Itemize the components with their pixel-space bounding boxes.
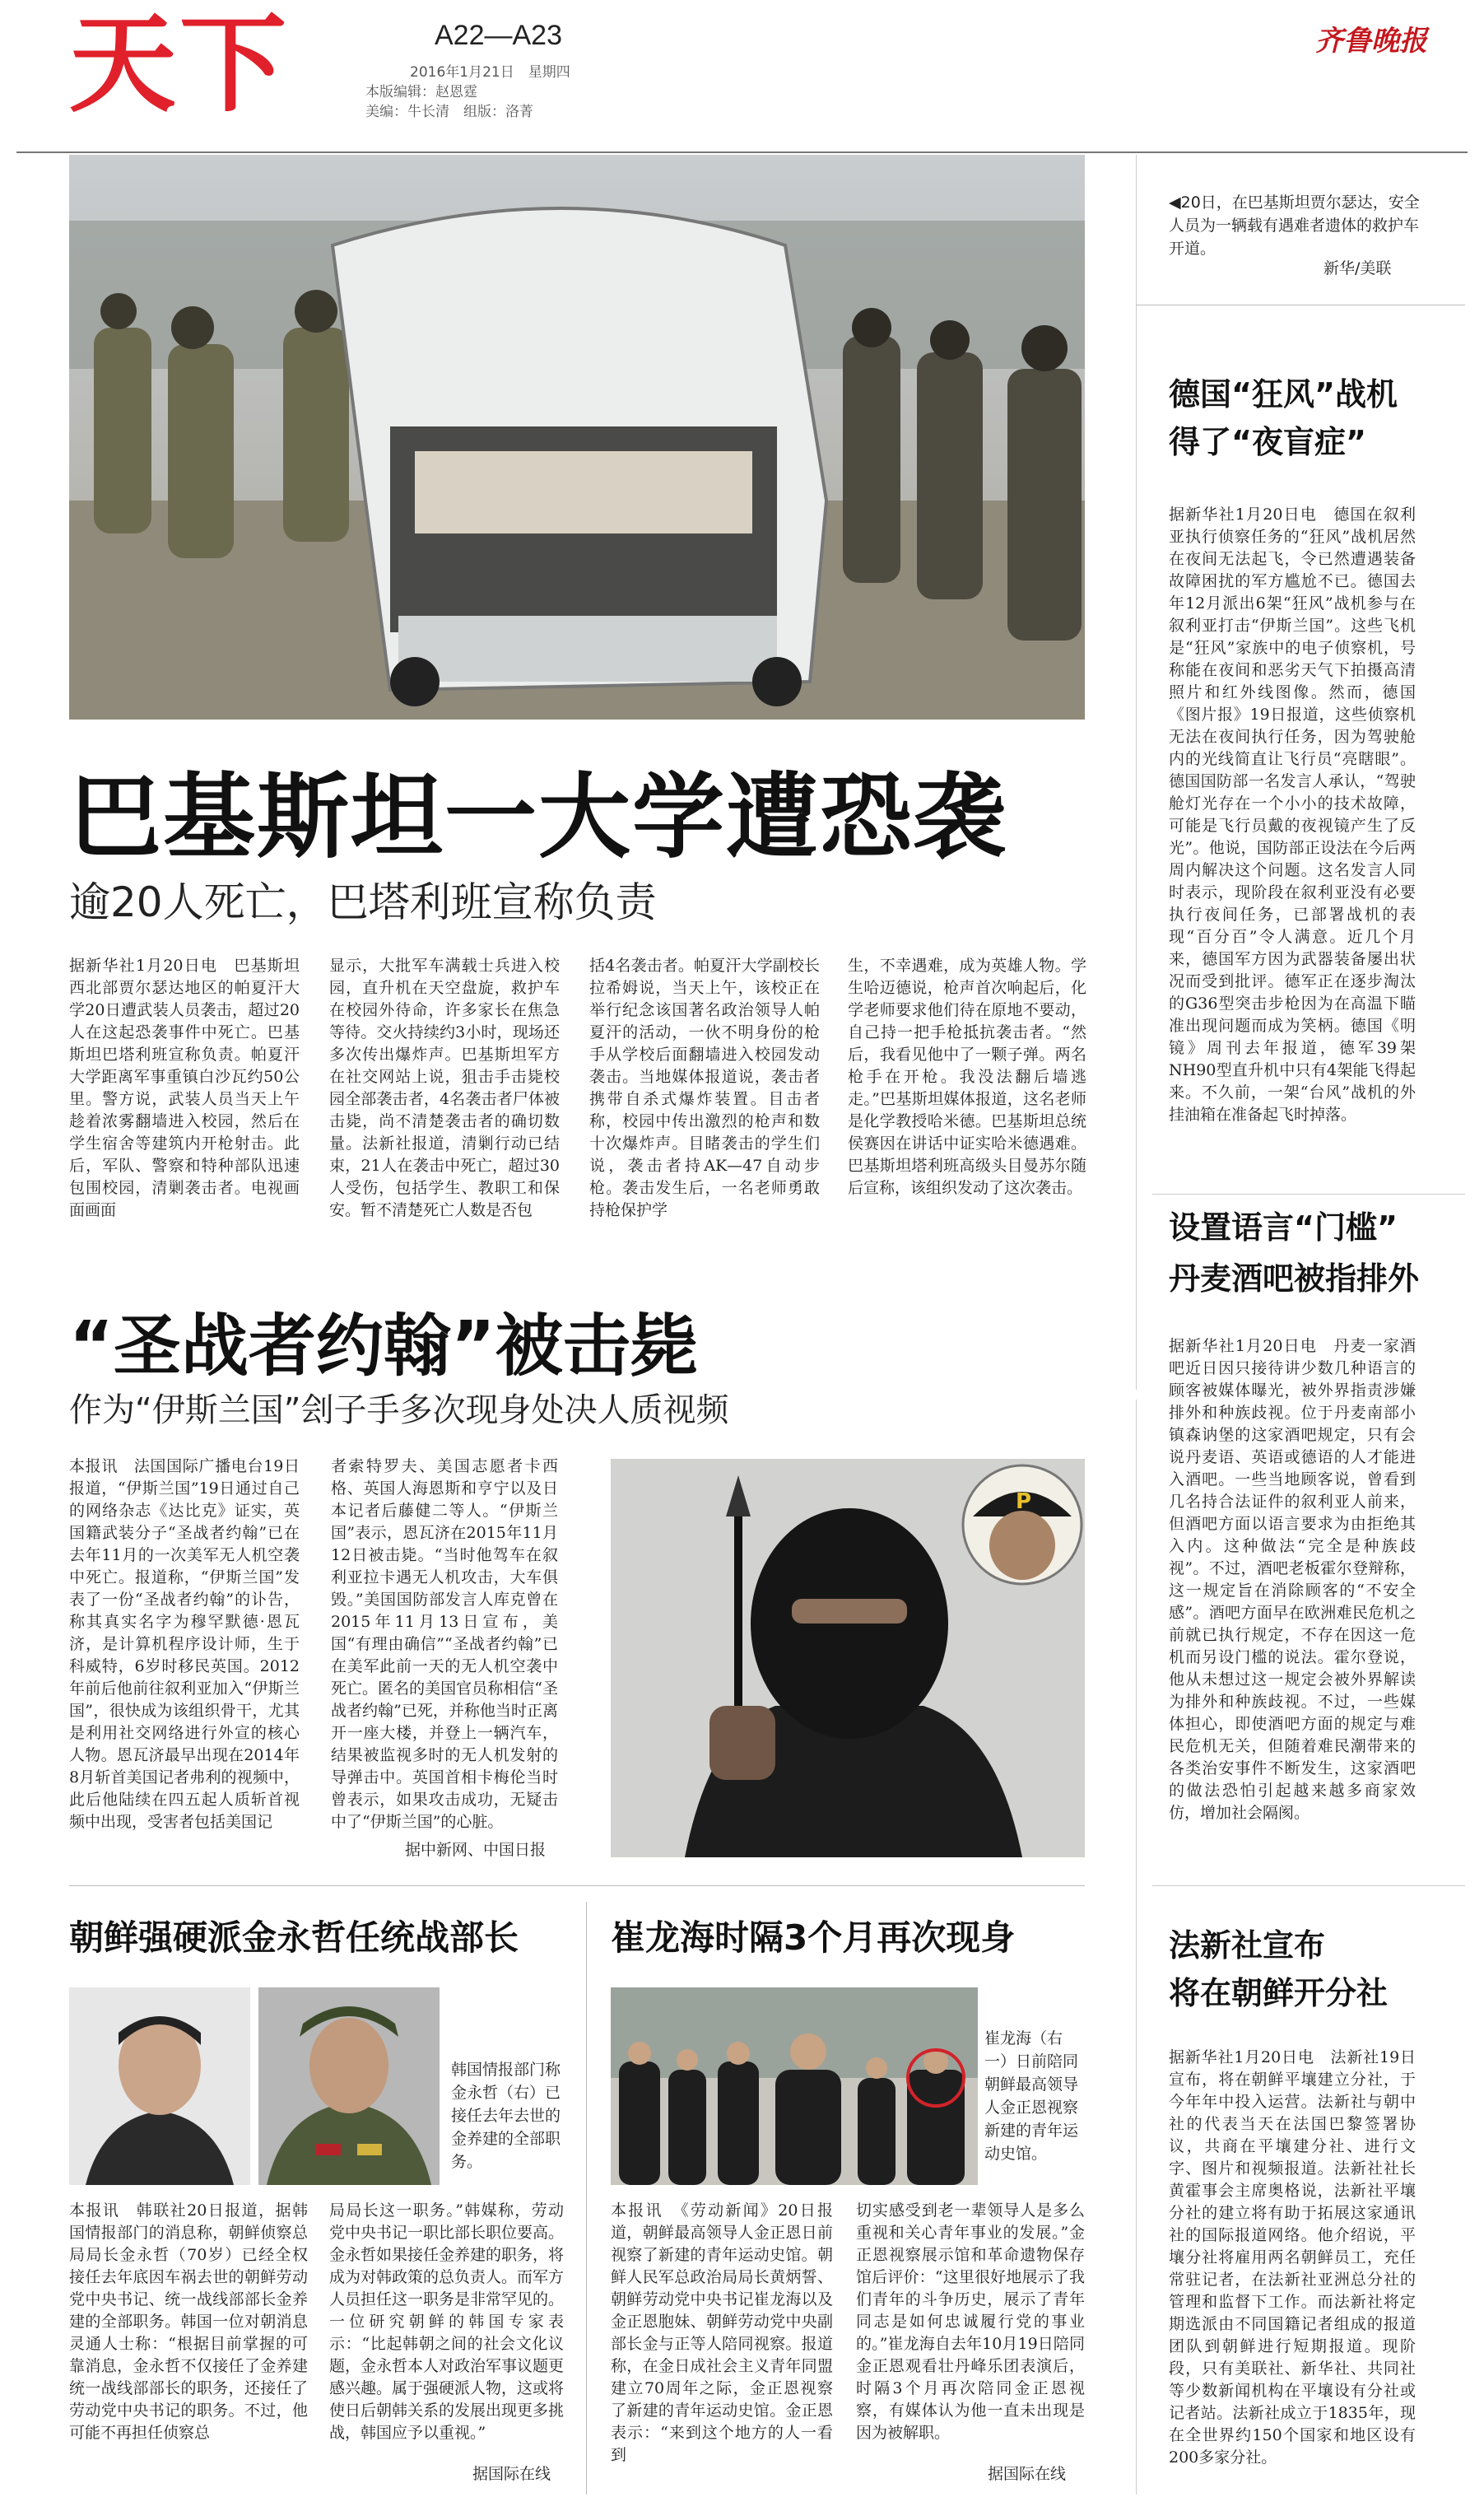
side3-headline-line1: 法新社宣布	[1169, 1927, 1326, 1964]
sidebar-divider	[1136, 1400, 1137, 2495]
top-photo-credit: 新华/美联	[1324, 259, 1392, 277]
jihadi-source: 据中新网、中国日报	[405, 1841, 547, 1859]
side1-body: 据新华社1月20日电 德国在叙利亚执行侦察任务的“狂风”战机居然在夜间无法起飞，令已然遭遇装备故障困扰的军方尴尬不已。德国去年12月派出6架“狂风”战机参与在叙利亚打击“伊斯兰国”。这些飞机是“狂风”家族中的电子侦察机，号称能在夜间和恶劣天气下拍摄高清照片和红外线图像。然而，德国《图片报》19日报道，这些侦察机无法在夜间执行任务，因为驾驶舱内的光线简直让飞行员“亮瞎眼”。德国国防部一名发言人承认，“驾驶舱灯光存在一个小小的技术故障，可能是飞行员戴的夜视镜产生了反光”。他说，国防部正设法在今后两周内解决这个问题。这名发言人同时表示，现阶段在叙利亚没有必要执行夜间任务，已部署战机的表现“百分百”令人满意。近几个月来，德国军方因为武器装备屡出状况而受到批评。德军正在逐步淘汰的G36型突击步枪因为在高温下瞄准出现问题而成为笑柄。德国《明镜》周刊去年报道，德军39架NH90型直升机中只有4架能飞得起来。不久前，一架“台风”战机的外挂油箱在准备起飞时掉落。	[1169, 505, 1416, 1124]
jihadi-john-photo	[611, 1459, 1085, 1857]
jihadi-column-1: 本报讯 法国国际广播电台19日报道，“伊斯兰国”19日通过自己的网络杂志《达比克》证实，英国籍武装分子“圣战者约翰”已在去年11月的一次美军无人机空袭中死亡。报道称，“伊斯兰国”发表了一份“圣战者约翰”的讣告，称其真实名字为穆罕默德·恩瓦济，是计算机程序设计师，生于科威特，6岁时移民英国。2012年前后他前往叙利亚加入“伊斯兰国”，很快成为该组织骨干，尤其是利用社交网络进行外宣的核心人物。恩瓦济最早出现在2014年8月斩首美国记者弗利的视频中，此后他陆续在四五起人质斩首视频中出现，受害者包括美国记	[69, 1457, 300, 1831]
lead-subhead: 逾20人死亡，巴塔利班宣称负责	[69, 878, 657, 926]
korea-photo-art	[69, 1987, 440, 2185]
choe-source: 据国际在线	[988, 2465, 1067, 2483]
jihadi-headline: “圣战者约翰”被击毙	[69, 1307, 698, 1386]
lead-column-4: 生，不幸遇难，成为英雄人物。学生哈迈德说，枪声首次响起后，化学老师要求他们待在原地不要动，自己持一把手枪抵抗袭击者。“然后，我看见他中了一颗子弹。两名枪手在开枪。我没法翻后墙逃走。”巴基斯坦媒体报道，这名老师是化学教授哈米德。巴基斯坦总统侯赛因在讲话中证实哈米德遇难。巴基斯坦塔利班高级头目曼苏尔随后宣称，该组织发动了这次袭击。	[848, 957, 1086, 1197]
korea-column-2: 局局长这一职务。”韩媒称，劳动党中央书记一职比部长职位要高。金永哲如果接任金养建的职务，将成为对韩政策的总负责人。而军方人员担任这一职务是非常罕见的。一位研究朝鲜的韩国专家表示：“比起韩朝之间的社会文化议题，金永哲本人对政治军事议题更感兴趣。属于强硬派人物，这或将使日后朝韩关系的发展出现更多挑战，韩国应予以重视。”	[329, 2201, 565, 2442]
page-design: 美编：牛长清 组版：洛菁	[365, 104, 533, 120]
lead-column-2: 显示，大批军车满载士兵进入校园，直升机在天空盘旋，救护车在校园外待命，许多家长在焦急等待。交火持续约3小时，现场还多次传出爆炸声。巴基斯坦军方在社交网站上说，狙击手击毙校园全部袭击者，4名袭击者尸体被击毙，尚不清楚袭击者的确切数量。法新社报道，清剿行动已结束，21人在袭击中死亡，超过30人受伤，包括学生、教职工和保安。暂不清楚死亡人数是否包	[329, 957, 560, 1219]
choe-column-2: 切实感受到老一辈领导人是多么重视和关心青年事业的发展。”金正恩视察展示馆和革命遗物保存馆后评价：“这里很好地展示了我们青年的斗争历史，展示了青年同志是如何忠诚履行党的事业的。”崔龙海自去年10月19日陪同金正恩观看壮丹峰乐团表演后，时隔3个月再次陪同金正恩视察，有媒体认为他一直未出现是因为被解职。	[856, 2201, 1085, 2442]
side3-headline-line2: 将在朝鲜开分社	[1169, 1975, 1389, 2011]
bottom-section-rule	[69, 1885, 1085, 1886]
choe-photo-caption: 崔龙海（右一）日前陪同朝鲜最高领导人金正恩视察新建的青年运动史馆。	[984, 2029, 1079, 2163]
korea-headline: 朝鲜强硬派金永哲任统战部长	[69, 1917, 519, 1958]
issue-date: 2016年1月21日 星期四	[410, 64, 570, 81]
masthead-rule	[16, 151, 1468, 153]
lead-column-1: 据新华社1月20日电 巴基斯坦西北部贾尔瑟达地区的帕夏汗大学20日遭武装人员袭击，超过20人在这起恐袭事件中死亡。巴基斯坦巴塔利班宣称负责。帕夏汗大学距离军事重镇白沙瓦约50公里。警方说，武装人员当天上午趁着浓雾翻墙进入校园，然后在学生宿舍等建筑内开枪射击。此后，军队、警察和特种部队迅速包围校园，清剿袭击者。电视画面画面	[69, 957, 300, 1219]
side1-rule	[1152, 1194, 1465, 1195]
lead-headline: 巴基斯坦一大学遭恐袭	[69, 764, 1007, 871]
korea-photo	[69, 1987, 440, 2185]
top-caption-divider	[1136, 155, 1137, 1390]
korea-column-1: 本报讯 韩联社20日报道，据韩国情报部门的消息称，朝鲜侦察总局局长金永哲（70岁）已经全权接任去年底因车祸去世的朝鲜劳动党中央书记、统一战线部部长金养建的全部职务。韩国一位对朝消息灵通人士称：“根据目前掌握的可靠消息，金永哲不仅接任了金养建统一战线部部长的职务，还接任了劳动党中央书记的职务。不过，他可能不再担任侦察总	[69, 2201, 308, 2442]
korea-photo-caption: 韩国情报部门称金永哲（右）已接任去年去世的金养建的全部职务。	[451, 2061, 561, 2171]
choe-photo-art	[611, 1987, 978, 2185]
choe-photo	[611, 1987, 978, 2185]
side2-headline-line2: 丹麦酒吧被指排外	[1169, 1260, 1420, 1297]
korea-choe-divider	[586, 1902, 587, 2495]
choe-headline: 崔龙海时隔3个月再次现身	[611, 1917, 1016, 1958]
lead-column-3: 括4名袭击者。帕夏汗大学副校长拉希姆说，当天上午，该校正在举行纪念该国著名政治领导人帕夏汗的活动，一伙不明身份的枪手从学校后面翻墙进入校园发动袭击。当地媒体报道说，袭击者携带自杀式爆炸装置。目击者称，校园中传出激烈的枪声和数十次爆炸声。目睹袭击的学生们说，袭击者持AK—47自动步枪。袭击发生后，一名老师勇敢持枪保护学	[589, 957, 820, 1219]
choe-column-1: 本报讯 《劳动新闻》20日报道，朝鲜最高领导人金正恩日前视察了新建的青年运动史馆。朝鲜人民军总政治局局长黄炳誓、朝鲜劳动党中央书记崔龙海以及金正恩胞妹、朝鲜劳动党中央副部长金与正等人陪同视察。报道称，在金日成社会主义青年同盟建立70周年之际，金正恩视察了新建的青年运动史馆。金正恩表示：“来到这个地方的人一看到	[611, 2201, 833, 2464]
page-numbers: A22—A23	[435, 20, 562, 51]
ambulance-photo-art	[69, 155, 1085, 720]
jihadi-john-photo-art	[611, 1459, 1085, 1857]
side1-headline-line1: 德国“狂风”战机	[1169, 376, 1398, 412]
side2-headline-line1: 设置语言“门槛”	[1169, 1209, 1398, 1246]
korea-source: 据国际在线	[472, 2465, 551, 2483]
jihadi-column-2: 者索特罗夫、美国志愿者卡西格、英国人海恩斯和亨宁以及日本记者后藤健二等人。“伊斯兰国”表示，恩瓦济在2015年11月12日被击毙。“当时他驾车在叙利亚拉卡遇无人机攻击，大车俱毁。”美国国防部发言人库克曾在2015年11月13日宣布，美国“有理由确信”“圣战者约翰”已在美军此前一天的无人机空袭中死亡。匿名的美国官员称相信“圣战者约翰”已死，并称他当时正离开一座大楼，并登上一辆汽车，结果被监视多时的无人机发射的导弹击中。英国首相卡梅伦当时曾表示，如果攻击成功，无疑击中了“伊斯兰国”的心脏。	[331, 1457, 558, 1831]
jihadi-subhead: 作为“伊斯兰国”刽子手多次现身处决人质视频	[69, 1391, 729, 1429]
newspaper-logo: 齐鲁晚报	[1315, 25, 1427, 58]
side2-rule	[1152, 1885, 1465, 1886]
svg-text:P: P	[1016, 1489, 1032, 1514]
section-title: 天下	[69, 2, 291, 127]
side2-body: 据新华社1月20日电 丹麦一家酒吧近日因只接待讲少数几种语言的顾客被媒体曝光，被外界指责涉嫌排外和种族歧视。位于丹麦南部小镇森讷堡的这家酒吧规定，只有会说丹麦语、英语或德语的人才能进入酒吧。一些当地顾客说，曾看到几名持合法证件的叙利亚人前来，但酒吧方面以语言要求为由拒绝其入内。这种做法“完全是种族歧视”。不过，酒吧老板霍尔登辩称，这一规定旨在消除顾客的“不安全感”。酒吧方面早在欧洲难民危机之前就已执行规定，不存在因这一危机而另设门槛的说法。霍尔登说，他从未想过这一规定会被外界解读为排外和种族歧视。不过，一些媒体担心，即使酒吧方面的规定与难民危机无关，但随着难民潮带来的各类治安事件不断发生，这家酒吧的做法恐怕引起越来越多商家效仿，增加社会隔阂。	[1169, 1337, 1416, 1822]
top-photo-caption: ◀20日，在巴基斯坦贾尔瑟达，安全人员为一辆载有遇难者遗体的救护车开道。	[1169, 193, 1420, 258]
side1-headline-line2: 得了“夜盲症”	[1169, 424, 1366, 460]
ambulance-photo	[69, 155, 1085, 720]
page-editor: 本版编辑：赵恩霆	[365, 84, 477, 100]
side3-body: 据新华社1月20日电 法新社19日宣布，将在朝鲜平壤建立分社，于今年年中投入运营。法新社与朝中社的代表当天在法国巴黎签署协议，共商在平壤建分社、进行文字、图片和视频报道。法新社社长黄霍事会主席奥格说，法新社平壤分社的建立将有助于拓展这家通讯社的国际报道网络。他介绍说，平壤分社将雇用两名朝鲜员工，充任常驻记者，在法新社亚洲总分社的管理和监督下工作。而法新社将定期选派由不同国籍记者组成的报道团队到朝鲜进行短期报道。现阶段，只有美联社、新华社、共同社等少数新闻机构在平壤设有分社或记者站。法新社成立于1835年，现在全世界约150个国家和地区设有200多家分社。	[1169, 2048, 1416, 2467]
